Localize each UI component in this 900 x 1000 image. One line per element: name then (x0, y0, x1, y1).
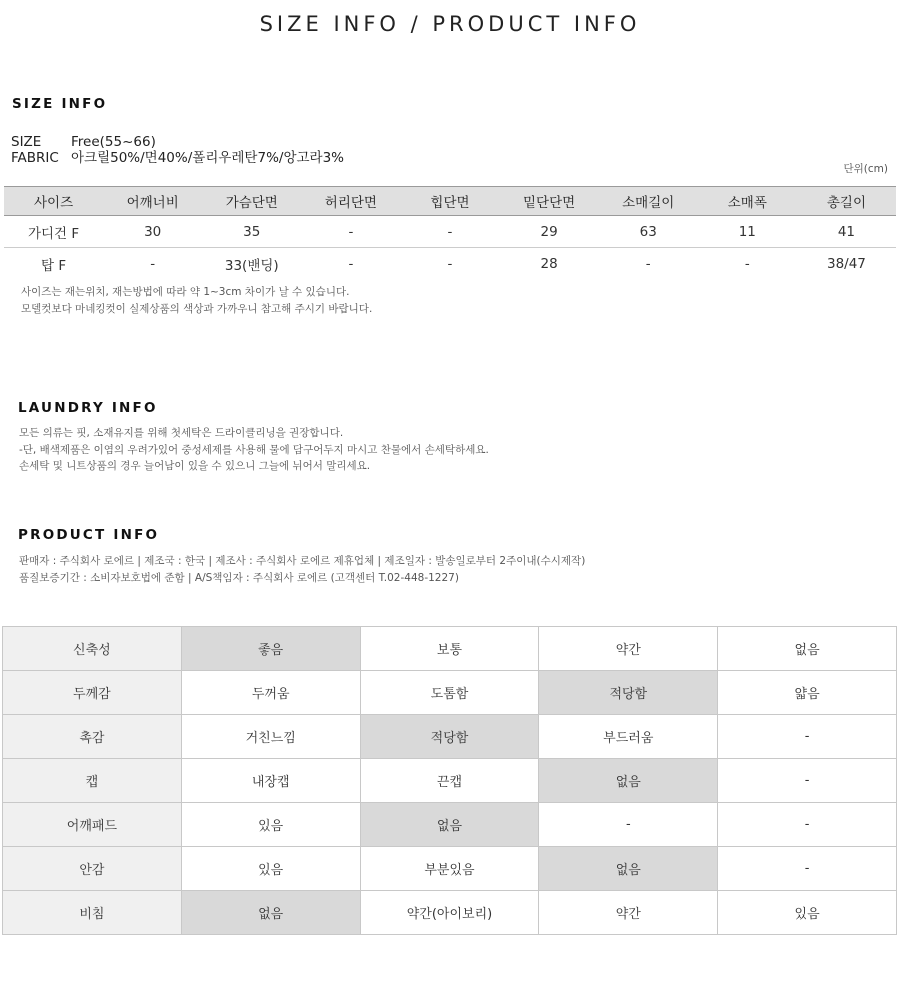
property-option: 내장캡 (181, 759, 360, 803)
property-option: 없음 (718, 627, 897, 671)
property-option: 있음 (181, 847, 360, 891)
property-option: 없음 (539, 759, 718, 803)
laundry-notes (19, 425, 489, 475)
laundry-line: -단, 배색제품은 이염의 우려가있어 중성세제를 사용해 물에 담구어두지 마시고 찬물에서 손세탁하세요. (19, 443, 489, 456)
property-label: 신축성 (3, 627, 182, 671)
size-info-heading: SIZE INFO (12, 96, 108, 112)
size-notes (21, 284, 372, 317)
property-label: 어깨패드 (3, 803, 182, 847)
property-option: 약간 (539, 627, 718, 671)
col-header: 허리단면 (301, 187, 400, 216)
property-option: 부분있음 (360, 847, 539, 891)
property-option: 없음 (539, 847, 718, 891)
product-line: 판매자 : 주식회사 로에르 | 제조국 : 한국 | 제조사 : 주식회사 로에르 제휴업체 | 제조일자 : 발송일로부터 2주이내(수시제작) (19, 555, 586, 567)
property-option: 약간 (539, 891, 718, 935)
property-label: 비침 (3, 891, 182, 935)
table-cell: 가디건 F (4, 216, 103, 248)
table-cell: - (645, 255, 651, 272)
property-option: - (539, 803, 718, 847)
product-line: 품질보증기간 : 소비자보호법에 준함 | A/S책임자 : 주식회사 로에르 (고객센터 T.02-448-1227) (19, 571, 459, 584)
col-header: 소매길이 (599, 187, 698, 216)
property-label: 캡 (3, 759, 182, 803)
table-cell: 41 (797, 216, 896, 248)
table-row (4, 248, 896, 280)
table-cell: 30 (103, 216, 202, 248)
table-cell: 11 (698, 216, 797, 248)
fabric-property-table (2, 626, 897, 935)
fabric-label: FABRIC (11, 150, 59, 166)
col-header: 힙단면 (400, 187, 499, 216)
table-cell: 35 (202, 216, 301, 248)
table-cell: 28 (540, 255, 558, 272)
property-option: 도톰함 (360, 671, 539, 715)
table-cell: - (301, 216, 400, 248)
property-label: 촉감 (3, 715, 182, 759)
property-option: - (718, 847, 897, 891)
table-row (3, 847, 897, 891)
table-cell: 29 (500, 216, 599, 248)
size-row (11, 134, 156, 150)
property-option: 거친느낌 (181, 715, 360, 759)
property-label: 두께감 (3, 671, 182, 715)
property-option: - (718, 759, 897, 803)
table-cell: - (400, 216, 499, 248)
col-header: 밑단단면 (500, 187, 599, 216)
property-option: 부드러움 (539, 715, 718, 759)
table-cell: - (447, 255, 453, 272)
property-option: - (718, 715, 897, 759)
table-row (3, 715, 897, 759)
size-label: SIZE (11, 134, 42, 150)
laundry-info-heading: LAUNDRY INFO (18, 400, 158, 416)
table-cell: - (150, 255, 156, 272)
table-row (3, 627, 897, 671)
property-option: 없음 (181, 891, 360, 935)
property-option: 좋음 (181, 627, 360, 671)
property-option: 없음 (360, 803, 539, 847)
product-info-heading: PRODUCT INFO (18, 527, 160, 543)
property-option: 있음 (718, 891, 897, 935)
fabric-row (11, 150, 344, 166)
page-title: SIZE INFO / PRODUCT INFO (259, 12, 641, 36)
size-value: Free(55~66) (71, 134, 156, 150)
laundry-line: 모든 의류는 핏, 소재유지를 위해 첫세탁은 드라이클리닝을 권장합니다. (19, 427, 344, 439)
property-option: 두꺼움 (181, 671, 360, 715)
table-cell: - (348, 255, 354, 272)
table-row (3, 671, 897, 715)
table-row (4, 216, 896, 248)
product-notes (19, 553, 585, 586)
property-option: 있음 (181, 803, 360, 847)
size-note-line: 모델컷보다 마네킹컷이 실제상품의 색상과 가까우니 참고해 주시기 바랍니다. (21, 302, 373, 315)
table-cell: 63 (599, 216, 698, 248)
fabric-value: 아크릴50%/면40%/폴리우레탄7%/앙고라3% (71, 150, 344, 166)
table-cell: 탑 F (41, 257, 67, 274)
table-cell: - (744, 255, 750, 272)
table-row (3, 803, 897, 847)
col-header: 어깨너비 (103, 187, 202, 216)
size-table (4, 186, 896, 279)
col-header: 소매폭 (698, 187, 797, 216)
size-table-header (4, 187, 896, 216)
property-option: 끈캡 (360, 759, 539, 803)
property-option: 약간(아이보리) (360, 891, 539, 935)
col-header: 총길이 (797, 187, 896, 216)
property-option: 적당함 (539, 671, 718, 715)
laundry-line: 손세탁 및 니트상품의 경우 늘어남이 있을 수 있으니 그늘에 뉘어서 말리세요. (19, 460, 371, 472)
table-row (3, 891, 897, 935)
table-row (3, 759, 897, 803)
table-cell: 33(밴딩) (224, 257, 279, 274)
property-option: - (718, 803, 897, 847)
table-cell: 38/47 (826, 255, 866, 272)
col-header: 사이즈 (4, 187, 103, 216)
size-note-line: 사이즈는 재는위치, 재는방법에 따라 약 1~3cm 차이가 날 수 있습니다. (21, 286, 350, 298)
property-label: 안감 (3, 847, 182, 891)
property-option: 적당함 (360, 715, 539, 759)
col-header: 가슴단면 (202, 187, 301, 216)
property-option: 보통 (360, 627, 539, 671)
property-option: 얇음 (718, 671, 897, 715)
unit-label: 단위(cm) (843, 163, 888, 175)
